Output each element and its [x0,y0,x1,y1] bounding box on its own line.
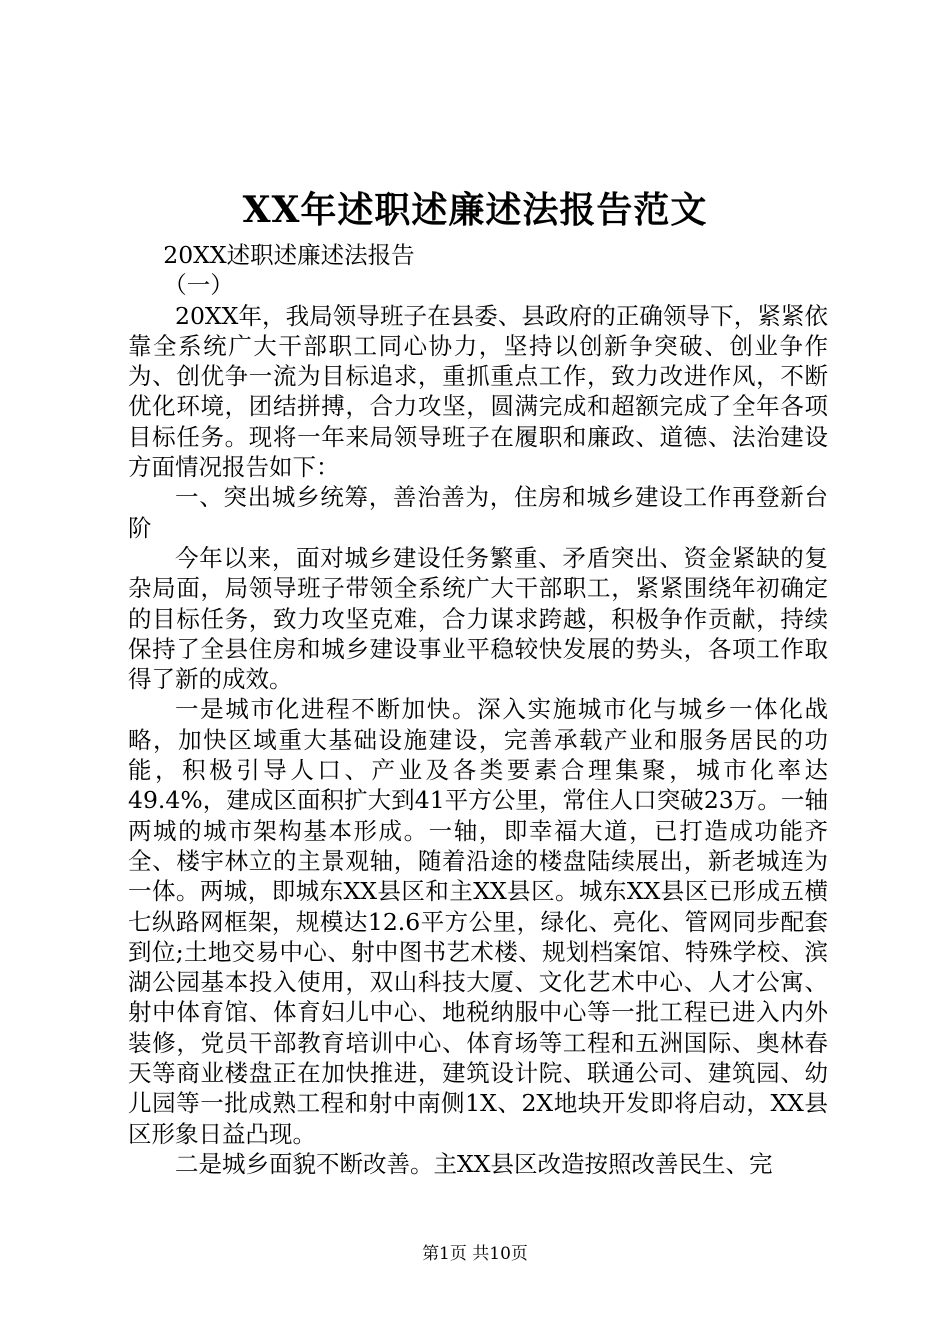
page-footer: 第1页 共10页 [422,1244,528,1264]
paragraph-urbanization: 一是城市化进程不断加快。深入实施城市化与城乡一体化战略，加快区域重大基础设施建设，完善承载产业和服务居民的功能，积极引导人口、产业及各类要素合理集聚，城市化率达49.4%，建成区面积扩大到41平方公里，常住人口突破23万。一轴两城的城市架构基本形成。一轴，即幸福大道，已打造成功能齐全、楼宇林立的主景观轴，随着沿途的楼盘陆续展出，新老城连为一体。两城，即城东XX县区和主XX县区。城东XX县区已形成五横七纵路网框架，规模达12.6平方公里，绿化、亮化、管网同步配套到位;土地交易中心、射中图书艺术楼、规划档案馆、特殊学校、滨湖公园基本投入使用，双山科技大厦、文化艺术中心、人才公寓、射中体育馆、体育妇儿中心、地税纳服中心等一批工程已进入内外装修，党员干部教育培训中心、体育场等工程和五洲国际、奥林春天等商业楼盘正在加快推进，建筑设计院、联通公司、建筑园、幼儿园等一批成熟工程和射中南侧1X、2X地块开发即将启动，XX县区形象日益凸现。 [128,695,828,1148]
document-body [128,240,828,1179]
section-number: （一） [163,271,234,300]
document-title: XX年述职述廉述法报告范文 [242,189,708,231]
section-heading-1: 一、突出城乡统筹，善治善为，住房和城乡建设工作再登新台阶 [128,483,828,542]
report-subtitle: 20XX述职述廉述法报告 [163,241,415,269]
paragraph-intro: 20XX年，我局领导班子在县委、县政府的正确领导下，紧紧依靠全系统广大干部职工同心协力，坚持以创新争突破、创业争作为、创优争一流为目标追求，重抓重点工作，致力改进作风，不断优化环境，团结拼搏，合力攻坚，圆满完成和超额完成了全年各项目标任务。现将一年来局领导班子在履职和廉政、道德、法治建设方面情况报告如下： [128,301,828,482]
paragraph-appearance: 二是城乡面貌不断改善。主XX县区改造按照改善民生、完 [175,1149,773,1178]
paragraph-overview: 今年以来，面对城乡建设任务繁重、矛盾突出、资金紧缺的复杂局面，局领导班子带领全系统广大干部职工，紧紧围绕年初确定的目标任务，致力攻坚克难，合力谋求跨越，积极争作贡献，持续保持了全县住房和城乡建设事业平稳较快发展的势头，各项工作取得了新的成效。 [128,543,828,694]
